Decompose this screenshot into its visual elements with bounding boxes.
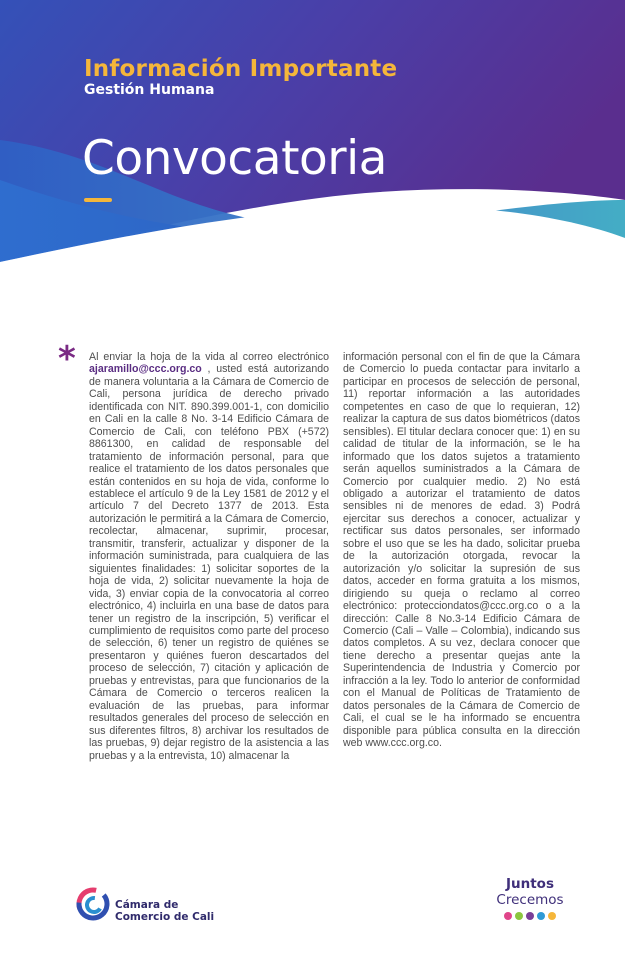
page-title: Convocatoria bbox=[82, 131, 387, 186]
left-column-text: , usted está autorizando de manera voluntaria a la Cámara de Comercio de Cali, persona jurídica de derecho privado identificada con NIT. 890.399.001-1, con domicilio en Cali en la calle 8 No. 3-14 Edificio Cámara de Comercio de Cali, con teléfono PBX (+572) 8861300, en calidad de responsable del tratamiento de información personal, para que realice el tratamiento de los datos personales que están contenidos en su hoja de vida, conforme lo establece el artículo 9 de la Ley 1581 de 2012 y el artículo 7 del Decreto 1377 de 2013. Esta autorización le permitirá a la Cámara de Comercio, recolectar, almacenar, suprimir, procesar, transmitir, transferir, actualizar y disponer de la información suministrada, para cualquiera de las siguientes finalidades: 1) solicitar soportes de la hoja de vida, 2) solicitar nuevamente la hoja de vida, 3) enviar copia de la convocatoria al correo electrónico, 4) incluirla en una base de datos para tener un registro de la inscripción, 5) verificar el cumplimiento de requisitos como parte del proceso de selección, 6) tener un registro de quiénes se presentaron y quiénes fueron descartados del proceso de selección, 7) citación y aplicación de pruebas y entrevistas, para que funcionarios de la Cámara de Comercio o terceros realicen la evaluación de las pruebas, para informar resultados generales del proceso de selección en sus diferentes filtros, 8) archivar los resultados de las pruebas, 9) dejar registro de la asistencia a las pruebas y a la entrevista, 10) almacenar la bbox=[89, 363, 329, 762]
pink-dot-icon bbox=[504, 912, 512, 920]
slogan-icons bbox=[490, 912, 570, 920]
email-link[interactable]: ajaramillo@ccc.org.co bbox=[89, 363, 202, 376]
camara-comercio-logo-text bbox=[115, 899, 214, 923]
asterisk-icon: * bbox=[58, 339, 76, 379]
purple-dot-icon bbox=[526, 912, 534, 920]
body-text-left-column bbox=[89, 351, 329, 762]
blue-dot-icon bbox=[537, 912, 545, 920]
header-subtitle: Gestión Humana bbox=[84, 82, 215, 98]
logo-line-2: Comercio de Cali bbox=[115, 911, 215, 923]
title-underline bbox=[84, 198, 112, 202]
juntos-crecemos-logo bbox=[490, 876, 570, 920]
logo-line-1: Cámara de bbox=[115, 899, 179, 911]
green-dot-icon bbox=[515, 912, 523, 920]
yellow-dot-icon bbox=[548, 912, 556, 920]
header-title: Información Importante bbox=[84, 56, 398, 82]
slogan-line-1: Juntos bbox=[505, 876, 554, 892]
slogan-line-2: Crecemos bbox=[496, 892, 564, 908]
body-text-right-column: información personal con el fin de que la Cámara de Comercio lo pueda contactar para invitarlo a participar en procesos de selección de personal, 11) reportar información a las autoridades competentes en caso de que lo requieran, 12) realizar la captura de sus datos biométricos (datos sensibles). El titular declara conocer que: 1) en su calidad de titular de la información, se le ha informado que los datos sujetos a tratamiento serán aquellos suministrados a la Cámara de Comercio por cualquier medio. 2) No está obligado a autorizar el tratamiento de datos sensibles ni de menores de edad. 3) Podrá ejercitar sus derechos a conocer, actualizar y rectificar sus datos personales, ser informado sobre el uso que se les ha dado, solicitar prueba de la autorización otorgada, revocar la autorización y/o solicitar la supresión de sus datos, acceder en forma gratuita a los mismos, dirigiendo su queja o reclamo al correo electrónico: protecciondatos@ccc.org.co o a la dirección: Calle 8 No.3-14 Edificio Cámara de Comercio (Cali – Valle – Colombia), indicando sus datos completos. A su vez, declara conocer que tiene derecho a presentar quejas ante la Superintendencia de Industria y Comercio por infracción a la ley. Todo lo anterior de conformidad con el Manual de Políticas de Tratamiento de datos personales de la Cámara de Comercio de Cali, el cual se le ha informado se encuentra disponible para pública consulta en la dirección web www.ccc.org.co. bbox=[343, 351, 580, 750]
intro-text: Al enviar la hoja de la vida al correo electrónico bbox=[89, 351, 329, 363]
